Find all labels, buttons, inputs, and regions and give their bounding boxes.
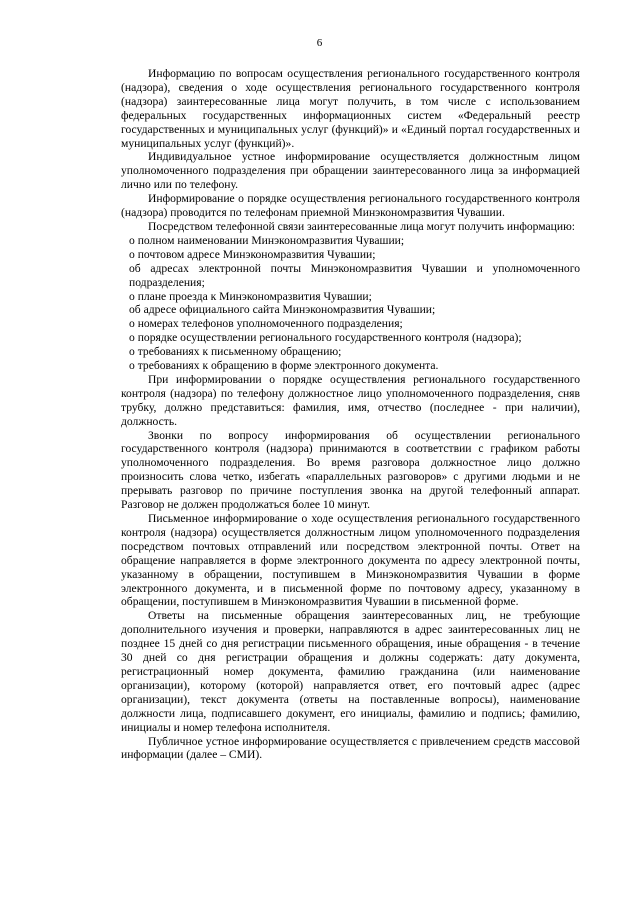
paragraph: Ответы на письменные обращения заинтересованных лиц, не требующие дополнительного изучения и проверки, направляются в адрес заинтересованных лиц не позднее 15 дней со дня регистрации письменного обращения, иные обращения - в течение 30 дней со дня регистрации обращения и должны содержать: дату документа, регистрационный номер документа, фамилию гражданина (или наименование организации), которому (которой) направляется ответ, его почтовый адрес (адрес организации), текст документа (ответы на поставленные вопросы), наименование должности лица, подписавшего документ, его инициалы, фамилию и подпись; фамилию, инициалы и номер телефона исполнителя. bbox=[121, 609, 580, 734]
paragraph: Публичное устное информирование осуществляется с привлечением средств массовой информации (далее – СМИ). bbox=[121, 734, 580, 762]
paragraph: Информацию по вопросам осуществления регионального государственного контроля (надзора), сведения о ходе осуществления регионального государственного контроля (надзора) заинтересованные лица могут получить, в том числе с использованием федеральных государственных информационных систем «Федеральный реестр государственных и муниципальных услуг (функций)» и «Единый портал государственных и муниципальных услуг (функций)». bbox=[121, 67, 580, 150]
list-item: о полном наименовании Минэкономразвития Чувашии; bbox=[129, 233, 405, 247]
list-item: о требованиях к письменному обращению; bbox=[129, 345, 342, 359]
list-item: о порядке осуществлении регионального государственного контроля (надзора); bbox=[129, 331, 522, 345]
page-number: 6 bbox=[316, 37, 323, 49]
paragraph: Письменное информирование о ходе осуществления регионального государственного контроля (надзора) осуществляется должностным лицом уполномоченного подразделения посредством почтовых отправлений или посредством электронной почты. Ответ на обращение направляется в форме электронного документа по адресу электронной почты, указанному в обращении, поступившем в Минэкономразвития Чувашии в форме электронного документа, и в письменной форме по почтовому адресу, указанному в обращении, поступившем в Минэкономразвития Чувашии в письменной форме. bbox=[121, 512, 580, 609]
list-item: о номерах телефонов уполномоченного подразделения; bbox=[129, 317, 403, 331]
list-item: о плане проезда к Минэкономразвития Чувашии; bbox=[129, 289, 372, 303]
paragraph: Посредством телефонной связи заинтересованные лица могут получить информацию: bbox=[148, 219, 575, 233]
paragraph: Индивидуальное устное информирование осуществляется должностным лицом уполномоченного подразделения при обращении заинтересованного лица за информацией лично или по телефону. bbox=[121, 150, 580, 192]
paragraph: Звонки по вопросу информирования об осуществлении регионального государственного контроля (надзора) принимаются в соответствии с графиком работы уполномоченного подразделения. Во время разговора должностное лицо должно произносить слова четко, избегать «параллельных разговоров» с другими людьми и не прерывать разговор по причине поступления звонка на другой телефонный аппарат. Разговор не должен продолжаться более 10 минут. bbox=[121, 428, 580, 512]
paragraph: При информировании о порядке осуществления регионального государственного контроля (надзора) по телефону должностное лицо уполномоченного подразделения, сняв трубку, должно представиться: фамилия, имя, отчество (последнее - при наличии), должность. bbox=[121, 372, 580, 428]
paragraph: Информирование о порядке осуществления регионального государственного контроля (надзора) проводится по телефонам приемной Минэкономразвития Чувашии. bbox=[121, 192, 580, 220]
list-item: о почтовом адресе Минэкономразвития Чувашии; bbox=[129, 247, 376, 261]
list-item: об адресе официального сайта Минэкономразвития Чувашии; bbox=[129, 303, 436, 317]
list-item: о требованиях к обращению в форме электронного документа. bbox=[129, 359, 439, 373]
body-text bbox=[121, 67, 580, 762]
list-item: об адресах электронной почты Минэкономразвития Чувашии и уполномоченного подразделения; bbox=[129, 261, 580, 289]
